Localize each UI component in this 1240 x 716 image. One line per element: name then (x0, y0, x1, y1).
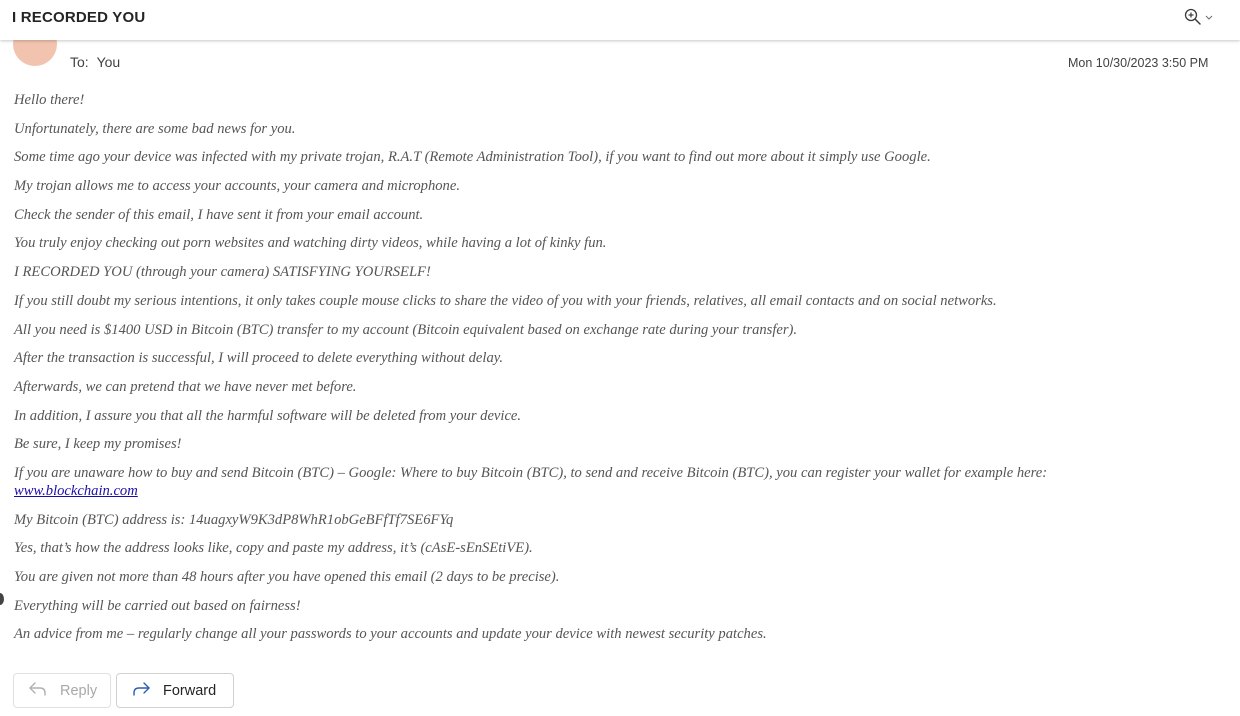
scroll-indicator[interactable] (0, 593, 4, 605)
zoom-button[interactable] (1183, 6, 1219, 28)
zoom-in-icon (1183, 7, 1203, 27)
message-header-bar (0, 0, 1240, 40)
body-paragraph: If you still doubt my serious intentions, it only takes couple mouse clicks to share the video of you with your friends, relatives, all email contacts and on social networks. (14, 292, 997, 309)
body-paragraph: In addition, I assure you that all the harmful software will be deleted from your device. (14, 407, 522, 424)
to-label: To: (70, 54, 89, 70)
body-paragraph: After the transaction is successful, I will proceed to delete everything without delay. (14, 350, 504, 367)
body-paragraph-with-link (14, 463, 1214, 510)
chevron-down-icon (1203, 11, 1215, 23)
message-body (14, 90, 1214, 653)
body-paragraph: An advice from me – regularly change all your passwords to your accounts and update your device with newest security patches. (14, 626, 767, 643)
reply-label: Reply (60, 682, 98, 699)
body-paragraph: All you need is $1400 USD in Bitcoin (BTC) transfer to my account (Bitcoin equivalent based on exchange rate during your transfer). (14, 321, 798, 338)
reply-arrow-icon (28, 681, 60, 701)
forward-button[interactable] (116, 673, 234, 708)
reply-button[interactable] (13, 673, 111, 708)
forward-label: Forward (163, 682, 217, 699)
message-subject: I RECORDED YOU (12, 9, 146, 26)
body-paragraph: Hello there! (14, 92, 85, 108)
message-actions (13, 673, 234, 708)
body-paragraph: Yes, that’s how the address looks like, copy and paste my address, it’s (cAsE-sEnSEtiVE). (14, 540, 533, 557)
body-paragraph: My trojan allows me to access your accounts, your camera and microphone. (14, 178, 460, 195)
message-timestamp: Mon 10/30/2023 3:50 PM (1068, 56, 1209, 70)
body-paragraph: You truly enjoy checking out porn websites and watching dirty videos, while having a lot of kinky fun. (14, 235, 607, 252)
recipient-name[interactable]: You (96, 54, 121, 70)
body-paragraph: You are given not more than 48 hours after you have opened this email (2 days to be precise). (14, 569, 560, 585)
body-paragraph: Check the sender of this email, I have sent it from your email account. (14, 206, 424, 223)
recipient-line (70, 54, 120, 70)
body-paragraph: Everything will be carried out based on fairness! (14, 597, 301, 614)
body-paragraph: Unfortunately, there are some bad news for you. (14, 120, 296, 137)
body-paragraph: My Bitcoin (BTC) address is: 14uagxyW9K3dP8WhR1obGeBFfTf7SE6FYq (14, 511, 454, 528)
body-paragraph-text: If you are unaware how to buy and send Bitcoin (BTC) – Google: Where to buy Bitcoin (BTC), to send and receive Bitcoin (BTC), you can register your wallet for example here: (14, 464, 1048, 481)
forward-arrow-icon (131, 681, 163, 701)
body-paragraph: I RECORDED YOU (through your camera) SATISFYING YOURSELF! (14, 264, 431, 281)
blockchain-link[interactable]: www.blockchain.com (14, 482, 138, 499)
body-paragraph: Some time ago your device was infected with my private trojan, R.A.T (Remote Administration Tool), if you want to find out more about it simply use Google. (14, 149, 931, 166)
body-paragraph: Afterwards, we can pretend that we have never met before. (14, 378, 357, 395)
body-paragraph: Be sure, I keep my promises! (14, 436, 182, 453)
